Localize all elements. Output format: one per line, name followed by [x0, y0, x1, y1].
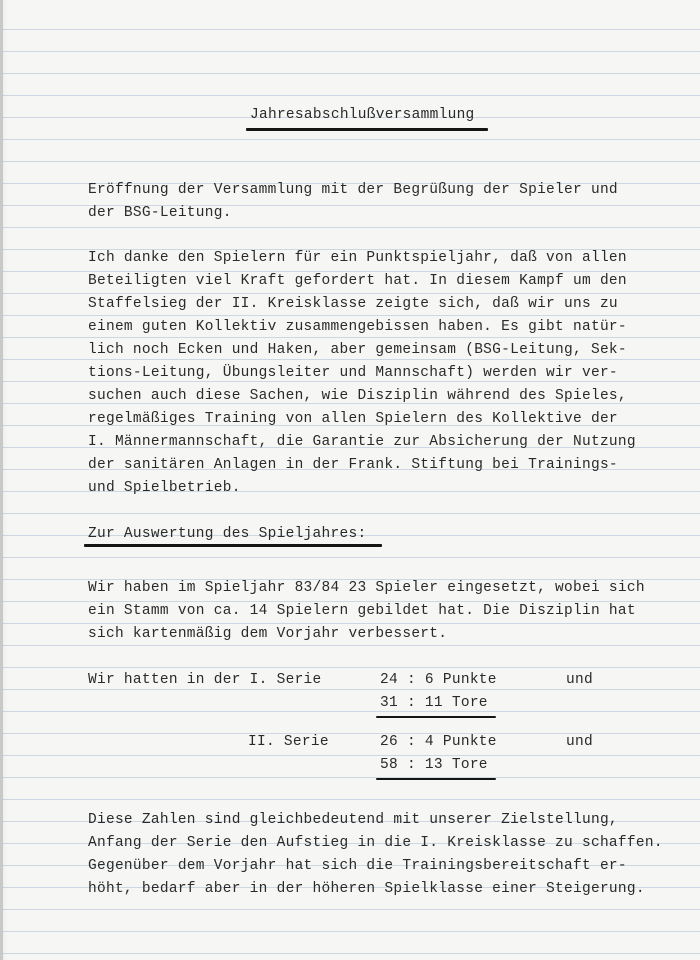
- para2-line: und Spielbetrieb.: [88, 480, 241, 496]
- para2-line: einem guten Kollektiv zusammengebissen haben. Es gibt natür-: [88, 319, 627, 335]
- para3-line: sich kartenmäßig dem Vorjahr verbessert.: [88, 626, 448, 642]
- para2-line: tions-Leitung, Übungsleiter und Mannschaft) werden wir ver-: [88, 365, 618, 381]
- para4-line: Anfang der Serie den Aufstieg in die I. Kreisklasse zu schaffen.: [88, 835, 663, 851]
- para2-line: regelmäßiges Training von allen Spielern des Kollektive der: [88, 411, 618, 427]
- document-title: Jahresabschlußversammlung: [250, 107, 475, 123]
- para3-line: Wir haben im Spieljahr 83/84 23 Spieler eingesetzt, wobei sich: [88, 580, 645, 596]
- series2-goals: 58 : 13 Tore: [380, 757, 488, 773]
- para2-line: suchen auch diese Sachen, wie Disziplin während des Spieles,: [88, 388, 627, 404]
- series1-points: 24 : 6 Punkte: [380, 672, 497, 688]
- series1-and: und: [566, 672, 593, 688]
- series1-goals: 31 : 11 Tore: [380, 695, 488, 711]
- para1-line: Eröffnung der Versammlung mit der Begrüßung der Spieler und: [88, 182, 618, 198]
- para4-line: höht, bedarf aber in der höheren Spielklasse einer Steigerung.: [88, 881, 645, 897]
- section-heading-underline: [84, 544, 382, 547]
- para4-line: Diese Zahlen sind gleichbedeutend mit unserer Zielstellung,: [88, 812, 618, 828]
- para2-line: Staffelsieg der II. Kreisklasse zeigte sich, daß wir uns zu: [88, 296, 618, 312]
- para4-line: Gegenüber dem Vorjahr hat sich die Trainingsbereitschaft er-: [88, 858, 627, 874]
- results-intro: Wir hatten in der I. Serie: [88, 672, 322, 688]
- para1-line: der BSG-Leitung.: [88, 205, 232, 221]
- title-underline: [246, 128, 488, 131]
- para2-line: Beteiligten viel Kraft gefordert hat. In diesem Kampf um den: [88, 273, 627, 289]
- para2-line: der sanitären Anlagen in der Frank. Stiftung bei Trainings-: [88, 457, 618, 473]
- series2-points: 26 : 4 Punkte: [380, 734, 497, 750]
- series2-label: II. Serie: [248, 734, 329, 750]
- para2-line: Ich danke den Spielern für ein Punktspieljahr, daß von allen: [88, 250, 627, 266]
- para2-line: lich noch Ecken und Haken, aber gemeinsam (BSG-Leitung, Sek-: [88, 342, 627, 358]
- series1-underline: [376, 716, 496, 718]
- paper-left-edge: [0, 0, 3, 960]
- series2-and: und: [566, 734, 593, 750]
- series2-underline: [376, 778, 496, 780]
- para2-line: I. Männermannschaft, die Garantie zur Absicherung der Nutzung: [88, 434, 636, 450]
- para3-line: ein Stamm von ca. 14 Spielern gebildet hat. Die Disziplin hat: [88, 603, 636, 619]
- section-heading: Zur Auswertung des Spieljahres:: [88, 526, 367, 542]
